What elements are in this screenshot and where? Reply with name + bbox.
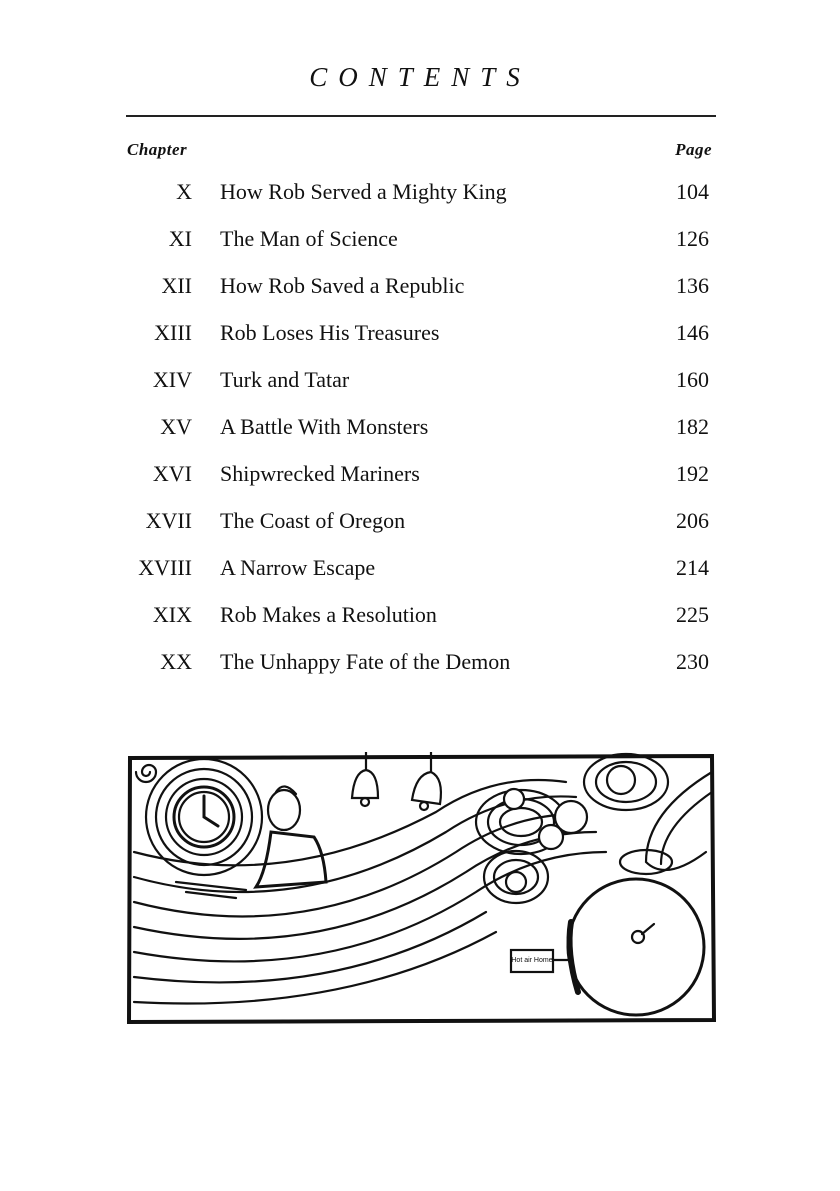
chapter-page: 225 <box>676 602 709 627</box>
sign-text: Hot air Home <box>511 957 553 964</box>
toc-row <box>0 315 840 362</box>
boy-figure-icon <box>256 786 326 887</box>
chapter-number: XII <box>161 273 192 298</box>
chapter-column-header: Chapter <box>127 140 188 159</box>
toc-row <box>0 362 840 409</box>
decorative-illustration <box>126 752 716 1027</box>
toc-row <box>0 456 840 503</box>
chapter-title: How Rob Saved a Republic <box>220 273 465 298</box>
chapter-title: A Narrow Escape <box>220 555 376 580</box>
chapter-page: 230 <box>676 649 709 674</box>
chapter-number: XX <box>160 649 192 674</box>
chapter-page: 136 <box>676 273 709 298</box>
chapter-title: Turk and Tatar <box>220 367 350 392</box>
bell-icon <box>412 752 441 810</box>
toc-list <box>0 174 840 691</box>
title-rule <box>126 115 716 117</box>
toc-row <box>0 221 840 268</box>
chapter-number: XIII <box>154 320 192 345</box>
toc-row <box>0 409 840 456</box>
toc-row <box>0 550 840 597</box>
toc-row <box>0 503 840 550</box>
chapter-title: The Man of Science <box>220 226 398 251</box>
chapter-page: 214 <box>676 555 709 580</box>
chapter-number: XIV <box>152 367 192 392</box>
bell-icon <box>352 752 378 806</box>
toc-row <box>0 644 840 691</box>
chapter-title: Rob Loses His Treasures <box>220 320 440 345</box>
chapter-number: XVII <box>145 508 192 533</box>
spiral-icon <box>136 765 156 782</box>
chapter-number: X <box>176 179 192 204</box>
page-column-header: Page <box>675 140 712 159</box>
chapter-title: The Unhappy Fate of the Demon <box>220 649 511 674</box>
swirl-icon <box>484 851 548 903</box>
chapter-page: 126 <box>676 226 709 251</box>
toc-row <box>0 174 840 221</box>
chapter-number: XV <box>160 414 192 439</box>
chapter-number: XVI <box>152 461 192 486</box>
chapter-page: 146 <box>676 320 709 345</box>
swirl-icon <box>584 754 668 810</box>
chapter-title: The Coast of Oregon <box>220 508 406 533</box>
chapter-title: Shipwrecked Mariners <box>220 461 420 486</box>
chapter-page: 160 <box>676 367 709 392</box>
page-title: CONTENTS <box>309 62 531 92</box>
chapter-number: XIX <box>152 602 192 627</box>
chapter-number: XVIII <box>138 555 192 580</box>
chapter-title: Rob Makes a Resolution <box>220 602 437 627</box>
chapter-page: 192 <box>676 461 709 486</box>
chapter-title: How Rob Served a Mighty King <box>220 179 507 204</box>
chapter-page: 104 <box>676 179 709 204</box>
chapter-page: 206 <box>676 508 709 533</box>
chapter-page: 182 <box>676 414 709 439</box>
chapter-number: XI <box>168 226 192 251</box>
globe-icon <box>568 879 704 1015</box>
chapter-title: A Battle With Monsters <box>220 414 429 439</box>
toc-row <box>0 268 840 315</box>
toc-row <box>0 597 840 644</box>
